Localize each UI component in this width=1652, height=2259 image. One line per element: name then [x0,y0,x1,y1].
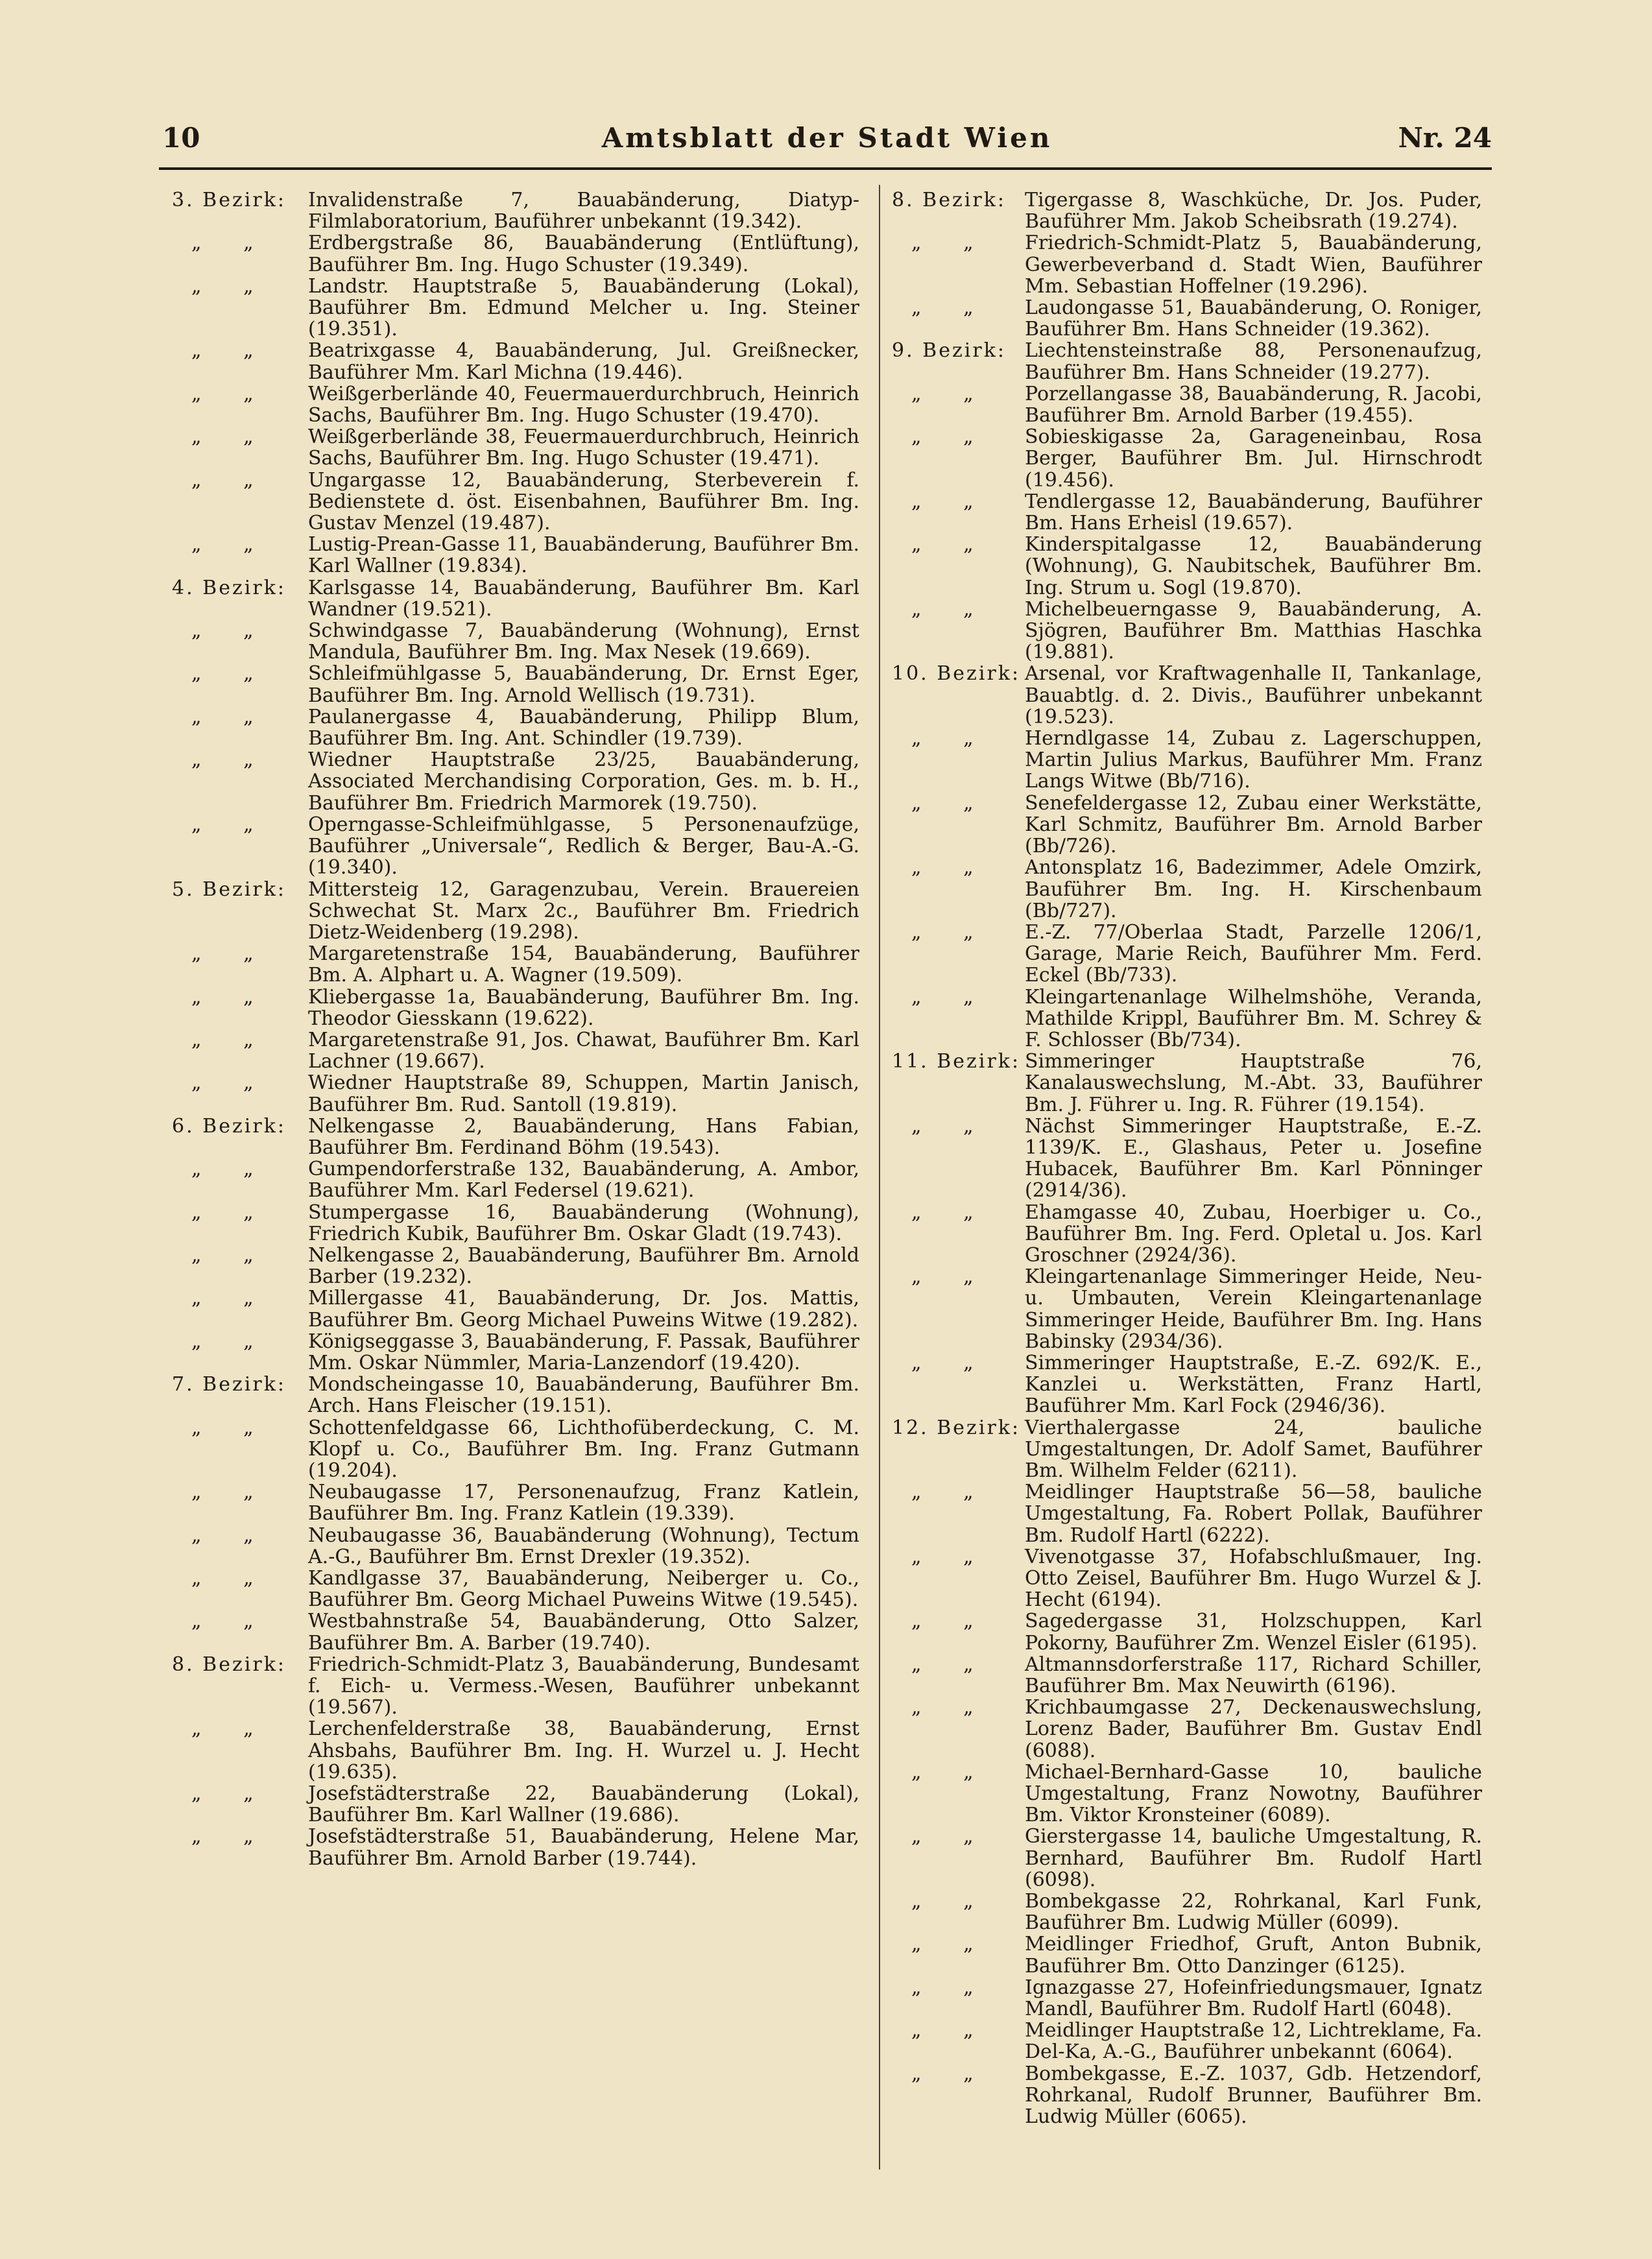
entry-text: Sagedergasse 31, Holzschuppen, Karl Pokorny, Bauführer Zm. Wenzel Eisler (6195). [1025,1610,1482,1655]
ditto-mark: „ „ [911,232,974,255]
permit-entry [172,943,859,986]
ditto-mark: „ „ [911,2062,974,2085]
ditto-mark: „ „ [191,1610,254,1633]
ditto-mark: „ „ [191,619,254,643]
issue-number: Nr. 24 [1398,122,1492,154]
permit-entry [892,1352,1482,1417]
ditto-mark: „ „ [911,597,974,621]
permit-entry [172,1202,859,1245]
permit-entry [892,232,1482,297]
entry-text: Landstr. Hauptstraße 5, Bauabänderung (Lokal), Bauführer Bm. Edmund Melcher u. Ing. Steiner (19.351). [308,274,859,341]
entry-text: Laudongasse 51, Bauabänderung, O. Roniger, Bauführer Bm. Hans Schneider (19.362). [1025,296,1482,341]
ditto-mark: „ „ [911,1545,974,1568]
permit-entry [892,599,1482,663]
entry-text: Schwindgasse 7, Bauabänderung (Wohnung), Ernst Mandula, Bauführer Bm. Ing. Max Nesek (19.669). [308,619,859,664]
permit-entry [892,426,1482,491]
permit-entry [172,1331,859,1374]
entry-text: E.-Z. 77/Oberlaa Stadt, Parzelle 1206/1, Garage, Marie Reich, Bauführer Mm. Ferd. Eckel (Bb/733). [1025,920,1482,987]
permit-entry [892,1546,1482,1611]
entry-text: Josefstädterstraße 51, Bauabänderung, Helene Mar, Bauführer Bm. Arnold Barber (19.744). [308,1825,859,1870]
permit-entry [892,793,1482,857]
ditto-mark: „ „ [191,1782,254,1806]
permit-entry [172,1610,859,1653]
district-label: 5. Bezirk: [172,878,286,901]
district-label: 10. Bezirk: [892,662,1021,686]
entry-text: Josefstädterstraße 22, Bauabänderung (Lokal), Bauführer Bm. Karl Wallner (19.686). [308,1782,859,1827]
ditto-mark: „ „ [911,1114,974,1138]
permit-entry [172,1525,859,1568]
permit-entry [892,1202,1482,1267]
ditto-mark: „ „ [911,985,974,1009]
ditto-mark: „ „ [911,533,974,556]
ditto-mark: „ „ [911,727,974,750]
permit-entry [172,1481,859,1524]
entry-text: Senefeldergasse 12, Zubau einer Werkstätte, Karl Schmitz, Bauführer Bm. Arnold Barber (Bb/726). [1025,791,1482,858]
entry-text: Nelkengasse 2, Bauabänderung, Hans Fabian, Bauführer Bm. Ferdinand Böhm (19.543). [308,1114,859,1159]
entry-text: Ignazgasse 27, Hofeinfriedungsmauer, Ignatz Mandl, Bauführer Bm. Rudolf Hartl (6048). [1025,1976,1482,2021]
entry-text: Lerchenfelderstraße 38, Bauabänderung, Ernst Ahsbahs, Bauführer Bm. Ing. H. Wurzel u. J. Hecht (19.635). [308,1717,859,1784]
entry-text: Kliebergasse 1a, Bauabänderung, Bauführer Bm. Ing. Theodor Giesskann (19.622). [308,985,859,1030]
permit-entry [172,986,859,1029]
permit-entry [892,1697,1482,1762]
ditto-mark: „ „ [911,1890,974,1913]
entry-text: Porzellangasse 38, Bauabänderung, R. Jacobi, Bauführer Bm. Arnold Barber (19.455). [1025,382,1482,427]
running-title: Amtsblatt der Stadt Wien [601,122,1053,154]
permit-entry [172,189,859,232]
permit-entry [892,857,1482,922]
permit-entry [172,620,859,663]
ditto-mark: „ „ [191,1416,254,1439]
ditto-mark: „ „ [191,339,254,363]
ditto-mark: „ „ [911,791,974,815]
permit-entry [172,1718,859,1783]
entry-text: Paulanergasse 4, Bauabänderung, Philipp Blum, Bauführer Bm. Ing. Ant. Schindler (19.739). [308,705,859,750]
ditto-mark: „ „ [911,1201,974,1224]
permit-entry [892,2063,1482,2128]
permit-entry [172,340,859,383]
ditto-mark: „ „ [191,1287,254,1310]
entry-text: Krichbaumgasse 27, Deckenauswechslung, Lorenz Bader, Bauführer Bm. Gustav Endl (6088). [1025,1696,1482,1762]
permit-entry [172,426,859,469]
permit-entry [172,232,859,275]
permit-entry [892,1654,1482,1697]
permit-entry [172,470,859,534]
district-label: 8. Bezirk: [892,189,1006,211]
entry-text: Friedrich-Schmidt-Platz 5, Bauabänderung, Gewerbeverband d. Stadt Wien, Bauführer Mm. Sebastian Hoffelner (19.296). [1025,232,1482,298]
entry-text: Simmeringer Hauptstraße, E.-Z. 692/K. E., Kanzlei u. Werkstätten, Franz Hartl, Bauführer Mm. Karl Fock (2946/36). [1025,1351,1482,1418]
ditto-mark: „ „ [911,1610,974,1633]
entry-text: Altmannsdorferstraße 117, Richard Schiller, Bauführer Bm. Max Neuwirth (6196). [1025,1653,1482,1698]
permit-entry [172,1029,859,1072]
entry-text: Tendlergasse 12, Bauabänderung, Bauführer Bm. Hans Erheisl (19.657). [1025,490,1482,535]
entry-text: Beatrixgasse 4, Bauabänderung, Jul. Greißnecker, Bauführer Mm. Karl Michna (19.446). [308,339,859,384]
ditto-mark: „ „ [911,1825,974,1848]
permit-entry [892,663,1482,728]
ditto-mark: „ „ [911,1976,974,1999]
ditto-mark: „ „ [191,1243,254,1267]
permit-entry [172,577,859,620]
ditto-mark: „ „ [191,1071,254,1095]
permit-entry [172,1374,859,1416]
permit-entry [172,706,859,749]
entry-text: Weißgerberlände 40, Feuermauerdurchbruch, Heinrich Sachs, Bauführer Bm. Ing. Hugo Schuster (19.470). [308,382,859,427]
ditto-mark: „ „ [191,1567,254,1590]
district-label: 6. Bezirk: [172,1114,286,1138]
page-header [162,117,1492,162]
permit-entry [892,1051,1482,1116]
permit-entry [892,297,1482,340]
ditto-mark: „ „ [911,856,974,879]
ditto-mark: „ „ [911,1481,974,1504]
ditto-mark: „ „ [911,490,974,513]
ditto-mark: „ „ [911,425,974,449]
entry-text: Margaretenstraße 91, Jos. Chawat, Bauführer Bm. Karl Lachner (19.667). [308,1028,859,1073]
ditto-mark: „ „ [191,942,254,966]
permit-entry [892,383,1482,426]
entry-text: Nelkengasse 2, Bauabänderung, Bauführer Bm. Arnold Barber (19.232). [308,1243,859,1289]
district-label: 4. Bezirk: [172,576,286,599]
entry-text: Lustig-Prean-Gasse 11, Bauabänderung, Bauführer Bm. Karl Wallner (19.834). [308,533,859,578]
entry-text: Wiedner Hauptstraße 23/25, Bauabänderung, Associated Merchandising Corporation, Ges. m. b. H., Bauführer Bm. Friedrich Marmorek (19.750). [308,748,859,815]
ditto-mark: „ „ [911,2019,974,2042]
ditto-mark: „ „ [191,468,254,492]
district-label: 3. Bezirk: [172,189,286,211]
entry-text: Mondscheingasse 10, Bauabänderung, Bauführer Bm. Arch. Hans Fleischer (19.151). [308,1373,859,1418]
ditto-mark: „ „ [191,1825,254,1848]
permit-entry [892,728,1482,793]
permit-entry [892,1481,1482,1546]
ditto-mark: „ „ [191,533,254,556]
entry-text: Kandlgasse 37, Bauabänderung, Neiberger u. Co., Bauführer Bm. Georg Michael Puweins Witwe (19.545). [308,1567,859,1612]
permit-entry [892,534,1482,599]
ditto-mark: „ „ [191,705,254,728]
entry-text: Operngasse-Schleifmühlgasse, 5 Personenaufzüge, Bauführer „Universale“, Redlich & Berger, Bau-A.-G. (19.340). [308,813,859,879]
permit-entry [172,814,859,879]
ditto-mark: „ „ [911,1696,974,1719]
district-label: 11. Bezirk: [892,1050,1021,1073]
permit-entry [172,383,859,426]
district-label: 7. Bezirk: [172,1373,286,1396]
entry-text: Ungargasse 12, Bauabänderung, Sterbeverein f. Bedienstete d. öst. Eisenbahnen, Bauführer Bm. Ing. Gustav Menzel (19.487). [308,468,859,535]
permit-entry [172,749,859,814]
permit-entry [892,1826,1482,1891]
ditto-mark: „ „ [191,425,254,449]
ditto-mark: „ „ [911,1933,974,1956]
ditto-mark: „ „ [191,985,254,1009]
permit-entry [892,986,1482,1051]
entry-text: Karlsgasse 14, Bauabänderung, Bauführer Bm. Karl Wandner (19.521). [308,576,859,621]
ditto-mark: „ „ [911,382,974,405]
ditto-mark: „ „ [191,748,254,772]
ditto-mark: „ „ [911,296,974,320]
permit-entry [172,663,859,706]
permit-entry [172,1158,859,1201]
ditto-mark: „ „ [911,1760,974,1784]
entry-text: Kleingartenanlage Simmeringer Heide, Neu- u. Umbauten, Verein Kleingartenanlage Simmeringer Heide, Bauführer Bm. Ing. Hans Babinsky (2934/36). [1025,1265,1482,1353]
ditto-mark: „ „ [911,1653,974,1676]
entry-text: Tigergasse 8, Waschküche, Dr. Jos. Puder, Bauführer Mm. Jakob Scheibsrath (19.274). [1025,189,1482,233]
entry-text: Vivenotgasse 37, Hofabschlußmauer, Ing. Otto Zeisel, Bauführer Bm. Hugo Wurzel & J. Hecht (6194). [1025,1545,1482,1612]
entry-text: Simmeringer Hauptstraße 76, Kanalauswechslung, M.-Abt. 33, Bauführer Bm. J. Führer u. Ing. R. Führer (19.154). [1025,1050,1482,1116]
permit-entry [892,922,1482,986]
permit-entry [892,189,1482,232]
entry-text: Bombekgasse, E.-Z. 1037, Gdb. Hetzendorf, Rohrkanal, Rudolf Brunner, Bauführer Bm. Ludwig Müller (6065). [1025,2062,1482,2129]
entry-text: Mittersteig 12, Garagenzubau, Verein. Brauereien Schwechat St. Marx 2c., Bauführer Bm. Friedrich Dietz-Weidenberg (19.298). [308,878,859,944]
permit-entry [172,1654,859,1719]
district-label: 8. Bezirk: [172,1653,286,1676]
entry-text: Margaretenstraße 154, Bauabänderung, Bauführer Bm. A. Alphart u. A. Wagner (19.509). [308,942,859,987]
entry-text: Königseggasse 3, Bauabänderung, F. Passak, Bauführer Mm. Oskar Nümmler, Maria-Lanzendorf (19.420). [308,1330,859,1374]
entry-text: Wiedner Hauptstraße 89, Schuppen, Martin Janisch, Bauführer Bm. Rud. Santoll (19.819). [308,1071,859,1116]
permit-entry [172,1568,859,1610]
permit-entry [892,340,1482,383]
left-column [172,189,859,1869]
entry-text: Neubaugasse 17, Personenaufzug, Franz Katlein, Bauführer Bm. Ing. Franz Katlein (19.339). [308,1481,859,1525]
entry-text: Friedrich-Schmidt-Platz 3, Bauabänderung, Bundesamt f. Eich- u. Vermess.-Wesen, Bauführer unbekannt (19.567). [308,1653,859,1719]
permit-entry [892,1610,1482,1653]
entry-text: Meidlinger Friedhof, Gruft, Anton Bubnik, Bauführer Bm. Otto Danzinger (6125). [1025,1933,1482,1978]
entry-text: Weißgerberlände 38, Feuermauerdurchbruch, Heinrich Sachs, Bauführer Bm. Ing. Hugo Schuster (19.471). [308,425,859,470]
permit-entry [892,1933,1482,1976]
permit-entry [892,491,1482,534]
ditto-mark: „ „ [191,1201,254,1224]
entry-text: Michelbeuerngasse 9, Bauabänderung, A. Sjögren, Bauführer Bm. Matthias Haschka (19.881). [1025,597,1482,664]
permit-entry [892,1762,1482,1826]
entry-text: Herndlgasse 14, Zubau z. Lagerschuppen, Martin Julius Markus, Bauführer Mm. Franz Langs Witwe (Bb/716). [1025,727,1482,793]
ditto-mark: „ „ [191,1158,254,1181]
ditto-mark: „ „ [191,1524,254,1547]
entry-text: Nächst Simmeringer Hauptstraße, E.-Z. 1139/K. E., Glashaus, Peter u. Josefine Hubacek, Bauführer Bm. Karl Pönninger (2914/36). [1025,1114,1482,1202]
column-divider [879,185,880,2169]
permit-entry [172,1116,859,1158]
ditto-mark: „ „ [191,813,254,836]
entry-text: Gumpendorferstraße 132, Bauabänderung, A. Ambor, Bauführer Mm. Karl Federsel (19.621). [308,1158,859,1202]
permit-entry [892,1417,1482,1482]
permit-entry [892,1266,1482,1352]
ditto-mark: „ „ [191,274,254,298]
ditto-mark: „ „ [911,920,974,944]
permit-entry [172,534,859,577]
entry-text: Schottenfeldgasse 66, Lichthofüberdeckung, C. M. Klopf u. Co., Bauführer Bm. Ing. Franz Gutmann (19.204). [308,1416,859,1482]
entry-text: Michael-Bernhard-Gasse 10, bauliche Umgestaltung, Franz Nowotny, Bauführer Bm. Viktor Kronsteiner (6089). [1025,1760,1482,1827]
permit-entry [172,1783,859,1826]
permit-entry [892,1116,1482,1202]
permit-entry [892,1977,1482,2020]
entry-text: Sobieskigasse 2a, Garageneinbau, Rosa Berger, Bauführer Bm. Jul. Hirnschrodt (19.456). [1025,425,1482,492]
entry-text: Bombekgasse 22, Rohrkanal, Karl Funk, Bauführer Bm. Ludwig Müller (6099). [1025,1890,1482,1935]
entry-text: Ehamgasse 40, Zubau, Hoerbiger u. Co., Bauführer Bm. Ing. Ferd. Opletal u. Jos. Karl Groschner (2924/36). [1025,1201,1482,1267]
ditto-mark: „ „ [191,1717,254,1741]
entry-text: Liechtensteinstraße 88, Personenaufzug, Bauführer Bm. Hans Schneider (19.277). [1025,339,1482,384]
entry-text: Stumpergasse 16, Bauabänderung (Wohnung), Friedrich Kubik, Bauführer Bm. Oskar Gladt (19.743). [308,1201,859,1245]
district-label: 12. Bezirk: [892,1416,1021,1439]
permit-entry [172,1072,859,1115]
district-label: 9. Bezirk: [892,339,1006,363]
permit-entry [892,2020,1482,2062]
entry-text: Meidlinger Hauptstraße 56—58, bauliche Umgestaltung, Fa. Robert Pollak, Bauführer Bm. Rudolf Hartl (6222). [1025,1481,1482,1547]
permit-entry [172,1245,859,1287]
entry-text: Vierthalergasse 24, bauliche Umgestaltungen, Dr. Adolf Samet, Bauführer Bm. Wilhelm Felder (6211). [1025,1416,1482,1482]
entry-text: Meidlinger Hauptstraße 12, Lichtreklame, Fa. Del-Ka, A.-G., Bauführer unbekannt (6064). [1025,2019,1482,2064]
ditto-mark: „ „ [191,1028,254,1051]
permit-entry [172,1826,859,1869]
right-column [892,189,1482,2127]
ditto-mark: „ „ [911,1265,974,1289]
page-number: 10 [162,122,200,154]
entry-text: Antonsplatz 16, Badezimmer, Adele Omzirk, Bauführer Bm. Ing. H. Kirschenbaum (Bb/727). [1025,856,1482,922]
ditto-mark: „ „ [191,232,254,255]
ditto-mark: „ „ [191,1330,254,1353]
header-rule [159,167,1492,170]
ditto-mark: „ „ [191,662,254,686]
permit-entry [172,879,859,944]
entry-text: Kinderspitalgasse 12, Bauabänderung (Wohnung), G. Naubitschek, Bauführer Bm. Ing. Strum u. Sogl (19.870). [1025,533,1482,599]
ditto-mark: „ „ [911,1351,974,1374]
permit-entry [892,1891,1482,1933]
permit-entry [172,276,859,341]
entry-text: Kleingartenanlage Wilhelmshöhe, Veranda, Mathilde Krippl, Bauführer Bm. M. Schrey & F. Schlosser (Bb/734). [1025,985,1482,1051]
entry-text: Invalidenstraße 7, Bauabänderung, Diatyp-Filmlaboratorium, Bauführer unbekannt (19.342). [308,189,859,233]
permit-entry [172,1417,859,1482]
entry-text: Schleifmühlgasse 5, Bauabänderung, Dr. Ernst Eger, Bauführer Bm. Ing. Arnold Wellisch (19.731). [308,662,859,707]
entry-text: Erdbergstraße 86, Bauabänderung (Entlüftung), Bauführer Bm. Ing. Hugo Schuster (19.349). [308,232,859,276]
entry-text: Gierstergasse 14, bauliche Umgestaltung, R. Bernhard, Bauführer Bm. Rudolf Hartl (6098). [1025,1825,1482,1891]
permit-entry [172,1287,859,1330]
ditto-mark: „ „ [191,1481,254,1504]
entry-text: Millergasse 41, Bauabänderung, Dr. Jos. Mattis, Bauführer Bm. Georg Michael Puweins Witwe (19.282). [308,1287,859,1332]
entry-text: Arsenal, vor Kraftwagenhalle II, Tankanlage, Bauabtlg. d. 2. Divis., Bauführer unbekannt (19.523). [1025,662,1482,728]
entry-text: Westbahnstraße 54, Bauabänderung, Otto Salzer, Bauführer Bm. A. Barber (19.740). [308,1610,859,1655]
ditto-mark: „ „ [191,382,254,405]
entry-text: Neubaugasse 36, Bauabänderung (Wohnung), Tectum A.-G., Bauführer Bm. Ernst Drexler (19.352). [308,1524,859,1568]
